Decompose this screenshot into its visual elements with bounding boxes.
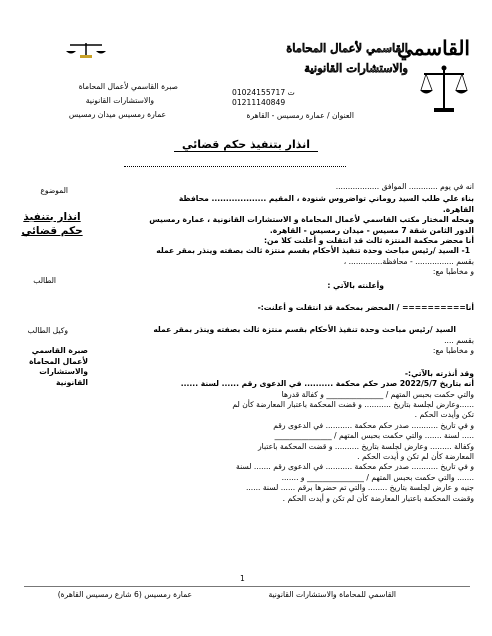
- subject-value: انذار بتنفيذ حكم قضائي: [21, 211, 83, 237]
- body-line: أنه بتاريخ 2022/5/7 صدر حكم محكمة .......... في الدعوى رقم ...... لسنة ......: [180, 379, 474, 389]
- body-line: أنا محضر محكمة المنتزة ثالث قد انتقلت و أعلنت كلا من:: [264, 236, 474, 246]
- logo-text: القاسمي: [397, 36, 470, 60]
- body-line: وأعلنته بالآتي :: [327, 280, 384, 290]
- body-line: والتي حكمت بحبس المتهم / _______________ و كفالة قدرها: [281, 389, 474, 399]
- body-line: ..... لسنة ....... والتي حكمت بحبس المتهم / _______________: [274, 431, 474, 441]
- scale-of-justice-icon: [420, 62, 468, 116]
- body-line: 1- السيد /رئيس مباحث وحدة تنفيذ الأحكام بقسم منتزة ثالث بصفته وينذر بمقر عمله: [156, 246, 470, 256]
- footer-divider: [24, 586, 470, 587]
- body-line: السيد /رئيس مباحث وحدة تنفيذ الأحكام بقسم منتزة ثالث بصفته وينذر بمقر عمله: [153, 325, 456, 335]
- body-line: المعارضة كأن لم تكن و أيدت الحكم .: [357, 451, 474, 461]
- body-line: بقسم ....: [444, 335, 474, 345]
- page-number: 1: [240, 574, 245, 583]
- address-line: العنوان / عمارة رمسيس - القاهرة: [246, 111, 354, 120]
- body-line: القاهرة.: [442, 204, 474, 214]
- body-line: وقد أنذرته بالآتي:-: [404, 368, 474, 378]
- body-line: ......وعارض لجلسة بتاريخ ........... و قضت المحكمة باعتبار المعارضة كأن لم: [232, 399, 474, 409]
- small-scale-icon: [64, 40, 108, 60]
- phone-number-1: 01024155717: [232, 88, 286, 97]
- footer-left-text: عمارة رمسيس (6 شارع رمسيس القاهرة): [57, 590, 192, 599]
- firm-name-line2: والاستشارات القانونية: [304, 61, 408, 75]
- phone-number-2: 01211140849: [232, 98, 286, 107]
- body-line: و في تاريخ ........... صدر حكم محكمة ........... في الدعوى رقم: [273, 420, 474, 430]
- agent-label: وكيل الطالب: [27, 326, 68, 335]
- body-line: بناء علي طلب السيد روماني تواضروس شنودة ، المقيم ................... محافظة: [178, 194, 474, 204]
- phone-block: [232, 88, 295, 98]
- footer-right-text: القاسمي للمحاماة والاستشارات القانونية: [268, 590, 396, 599]
- body-line: و في تاريخ ........... صدر حكم محكمة ........... في الدعوى رقم ....... لسنة: [236, 462, 474, 472]
- subject-label: الموضوع: [40, 186, 68, 195]
- body-line: بقسم ................ - محافظة.............. ،: [343, 256, 474, 266]
- firm-name-line1: القاسمي لأعمال المحاماة: [286, 41, 408, 55]
- body-line: و مخاطبا مع:: [432, 346, 474, 356]
- agent-value: صبرة القاسمي لأعمال المحاماة والاستشارات القانونية: [29, 346, 88, 387]
- dotted-separator: [124, 166, 346, 167]
- left-address-line3: عمارة رمسيس ميدان رمسيس: [68, 110, 166, 119]
- body-line: تكن وأيدت الحكم .: [414, 410, 474, 420]
- plaintiff-label: الطالب: [33, 276, 56, 285]
- body-line: جنيه و عارض لجلسة بتاريخ ........ والتي تم حضرها برقم ...... لسنة ......: [245, 483, 474, 493]
- body-line: أنا========== / المحضر بمحكمة قد انتقلت و أعلنت:-: [257, 303, 474, 313]
- body-line: الدور الثامن شقة 7 مسيس - ميدان رمسيس - القاهرة.: [269, 225, 474, 235]
- body-line: وكفالة ......... وعارض لجلسة بتاريخ .......... و قضت المحكمة باعتبار: [258, 441, 474, 451]
- left-address-line1: صبرة القاسمي لأعمال المحاماة: [78, 82, 178, 91]
- document-title: [0, 138, 492, 151]
- body-line: وقضت المحكمة باعتبار المعارضة كأن لم تكن و أيدت الحكم .: [282, 493, 474, 503]
- body-line: ومحله المختار مكتب القاسمي لأعمال المحاماة و الاستشارات القانونية ، عمارة رمسيس: [149, 215, 474, 225]
- body-line: و مخاطبا مع:: [432, 267, 474, 277]
- left-address-line2: والاستشارات القانونية: [85, 96, 154, 105]
- document-title-text: انذار بتنفيذ حكم قضائي: [174, 138, 318, 152]
- body-line: ....... والتي حكمت بحبس المتهم / _______________ و .......: [281, 472, 474, 482]
- body-line: انه في يوم ............ الموافق ..................: [335, 182, 474, 191]
- phone-label: ت: [287, 88, 295, 97]
- body-text: [134, 182, 474, 504]
